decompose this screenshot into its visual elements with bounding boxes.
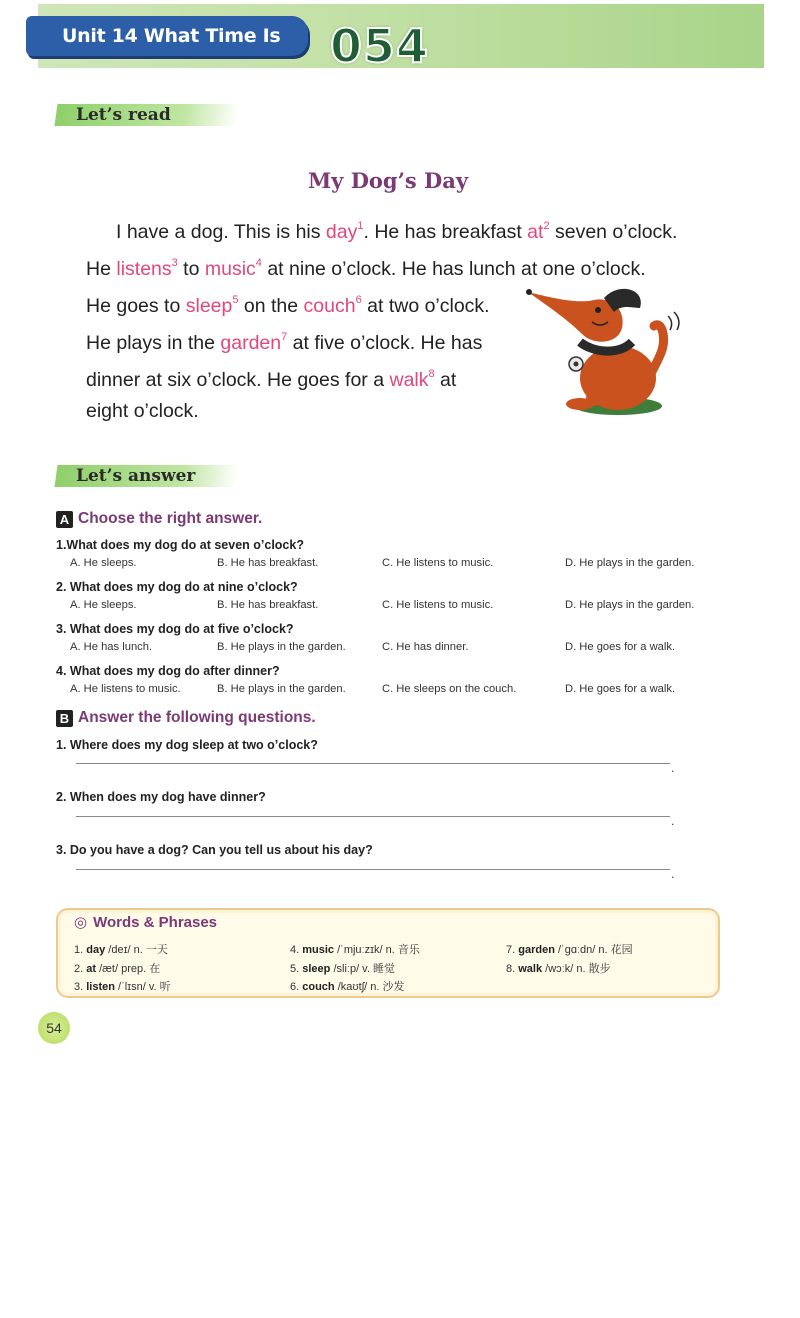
part-a-q1-option-a: A. He sleeps. [70,557,137,569]
word-item [506,960,611,976]
word-term: music [302,944,335,956]
word-num: 6. [290,981,300,993]
word-num: 7. [506,944,516,956]
word-num: 4. [290,944,300,956]
story-text-segment: to [177,258,205,280]
word-num: 5. [290,963,300,975]
part-b-letter-icon: B [56,710,73,727]
words-phrases-title [74,913,217,931]
word-term: couch [302,981,335,993]
story-text-segment: at nine o’clock. He has lunch at one o’clock. [261,258,646,280]
story-text-segment: I have a dog. This is his [116,221,326,243]
word-term: listen [86,981,115,993]
part-a-q2-option-d: D. He plays in the garden. [565,599,695,611]
story-keyword: garden$^7$ [220,331,288,354]
word-num: 2. [74,963,84,975]
part-a-q2-option-c: C. He listens to music. [382,599,494,611]
word-item [74,941,168,957]
part-a-question-4: 4. What does my dog do after dinner? [56,664,280,678]
part-b-question-1: 1. Where does my dog sleep at two o’clock? [56,738,318,752]
part-b-question-3: 3. Do you have a dog? Can you tell us about his day? [56,843,373,857]
word-term: sleep [302,963,331,975]
part-a-q1-option-b: B. He has breakfast. [217,557,319,569]
story-line [86,245,706,282]
part-a-q2-option-b: B. He has breakfast. [217,599,319,611]
word-num: 8. [506,963,516,975]
story-text-segment: dinner at six o’clock. He goes for a [86,369,390,391]
section-label-answer [54,465,239,487]
part-a-q4-option-a: A. He listens to music. [70,683,181,695]
word-def: /ˈɡɑːdn/ n. 花园 [554,944,633,956]
part-a-q1-option-d: D. He plays in the garden. [565,557,695,569]
part-a-letter-icon: A [56,511,73,528]
story-text-segment: at five o’clock. He has [287,332,483,354]
keyword-number: 2 [543,220,550,232]
word-item [290,941,420,957]
word-term: garden [518,944,555,956]
story-keyword: listens$^3$ [116,257,178,280]
answer-line-2-end: . [671,814,675,828]
word-item [290,960,395,976]
bullseye-icon: ◎ [74,914,88,931]
word-def: /deɪ/ n. 一天 [105,944,168,956]
part-a-q4-option-c: C. He sleeps on the couch. [382,683,517,695]
part-a-heading [56,509,262,529]
story-title: My Dog’s Day [307,168,469,193]
part-b-heading-text: Answer the following questions. [78,709,316,726]
story-line [86,208,706,245]
keyword-number: 8 [428,368,435,380]
story-keyword: music$^4$ [204,257,262,280]
page-code: 054 [330,19,430,73]
keyword-number: 6 [355,294,362,306]
keyword-number: 3 [171,257,178,269]
page-number: 54 [38,1012,70,1044]
word-term: day [86,944,106,956]
word-item [506,941,633,957]
part-a-q2-option-a: A. He sleeps. [70,599,137,611]
part-a-question-2: 2. What does my dog do at nine o’clock? [56,580,298,594]
story-text-segment: at two o’clock. [361,295,490,317]
section-label-read [54,104,239,126]
keyword-number: 4 [255,257,262,269]
word-item [290,978,404,994]
answer-line-3[interactable] [76,869,670,870]
part-a-q3-option-d: D. He goes for a walk. [565,641,676,653]
part-a-question-3: 3. What does my dog do at five o’clock? [56,622,294,636]
word-def: /sliːp/ v. 睡觉 [330,963,395,975]
word-def: /kaʊtʃ/ n. 沙发 [334,981,405,993]
word-num: 1. [74,944,84,956]
story-text-segment: He [86,258,117,280]
keyword-number: 7 [281,331,288,343]
keyword-number: 1 [357,220,364,232]
word-item [74,960,160,976]
part-a-q4-option-b: B. He plays in the garden. [217,683,346,695]
story-keyword: walk$^8$ [389,368,435,391]
story-text-segment: at [434,369,457,391]
story-keyword: couch$^6$ [303,294,362,317]
answer-line-2[interactable] [76,816,670,817]
part-a-q3-option-b: B. He plays in the garden. [217,641,346,653]
part-a-question-1: 1.What does my dog do at seven o’clock? [56,538,304,552]
story-keyword: sleep$^5$ [185,294,239,317]
words-phrases-title-text: Words & Phrases [93,914,218,931]
story-text-segment: . He has breakfast [363,221,528,243]
unit-title-tab: Unit 14 What Time Is It? [26,16,308,56]
word-item [74,978,171,994]
answer-line-1[interactable] [76,763,670,764]
section-label-answer-text: Let’s answer [76,466,196,486]
answer-line-3-end: . [671,867,675,881]
story-text-segment: eight o’clock. [86,400,199,422]
part-a-heading-text: Choose the right answer. [78,510,263,527]
part-a-q3-option-a: A. He has lunch. [70,641,153,653]
section-label-read-text: Let’s read [76,105,171,125]
part-a-q4-option-d: D. He goes for a walk. [565,683,676,695]
keyword-number: 5 [232,294,239,306]
story-text-segment: He goes to [86,295,186,317]
word-def: /ˈlɪsn/ v. 听 [114,981,171,993]
word-term: walk [518,963,543,975]
word-term: at [86,963,97,975]
story-text-segment: He plays in the [86,332,221,354]
story-keyword: $at^2$ [527,220,550,243]
word-def: /wɔːk/ n. 散步 [542,963,611,975]
part-b-question-2: 2. When does my dog have dinner? [56,790,266,804]
story-text-segment: seven o’clock. [549,221,678,243]
story-text-segment: on the [238,295,304,317]
word-def: /æt/ prep. 在 [96,963,161,975]
story-keyword: day$^1$ [325,220,364,243]
part-b-heading [56,708,316,728]
answer-line-1-end: . [671,761,675,775]
part-a-q1-option-c: C. He listens to music. [382,557,494,569]
word-num: 3. [74,981,84,993]
part-a-q3-option-c: C. He has dinner. [382,641,469,653]
word-def: /ˈmjuːzɪk/ n. 音乐 [334,944,420,956]
dog-illustration [522,278,692,424]
